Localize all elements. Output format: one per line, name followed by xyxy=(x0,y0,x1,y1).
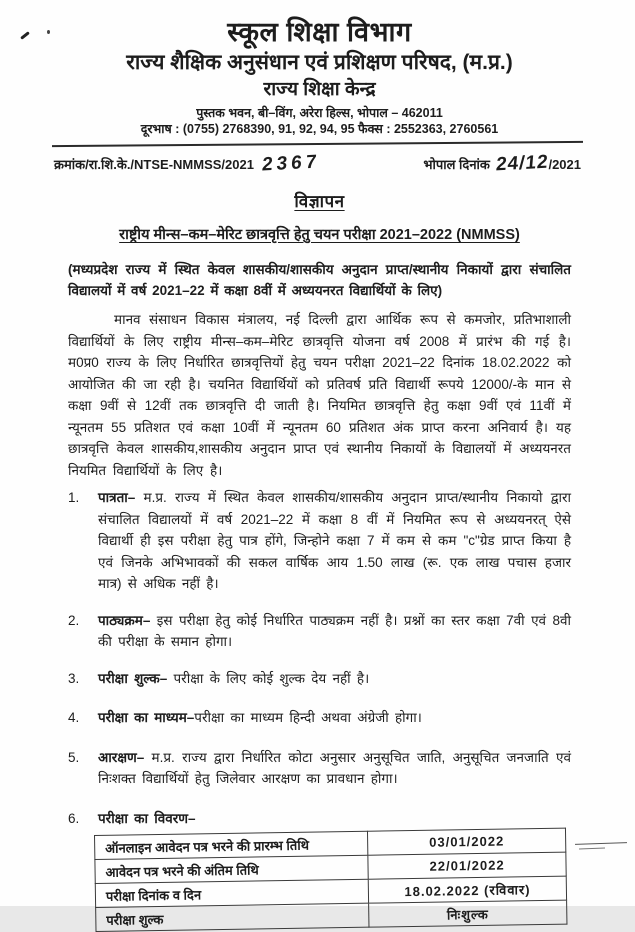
scan-artifact-dash xyxy=(575,842,627,845)
table-cell-value: 18.02.2022 (रविवार) xyxy=(368,876,566,903)
item-text xyxy=(98,707,571,729)
item-body-text: म.प्र. राज्य में स्थित केवल शासकीय/शासकीय अनुदान प्राप्त/स्थानीय निकायो द्वारा संचालित विद्यालयों में वर्ष 2021–22 में कक्षा 8 वीं में नियमित रूप से अध्ययनरत् ऐसे विद्यार्थी ही इस परीक्षा हेतु पात्र होंगे, जिन्होने कक्षा 7 में कम से कम "c"ग्रेड प्राप्त किया है एवं जिनके अभिभावकों की सकल वार्षिक आय 1.50 लाख (रू. एक लाख पचास हजार मात्र) से अधिक नहीं है। xyxy=(98,490,571,591)
table-cell-label: परीक्षा शुल्क xyxy=(96,903,370,931)
item-number: 3. xyxy=(68,670,80,686)
place-date-label: भोपाल दिनांक xyxy=(423,157,490,172)
department-title: स्कूल शिक्षा विभाग xyxy=(227,17,412,47)
list-item-eligibility xyxy=(68,487,571,595)
reference-number xyxy=(54,151,322,176)
item-text xyxy=(98,610,571,653)
reference-row xyxy=(54,151,581,176)
item-label: आरक्षण– xyxy=(98,749,145,765)
center-title: राज्य शिक्षा केन्द्र xyxy=(263,79,376,100)
list-item-exam-medium xyxy=(68,707,571,729)
item-number: 1. xyxy=(68,490,80,505)
eligibility-note: (मध्यप्रदेश राज्य में स्थित केवल शासकीय/शासकीय अनुदान प्राप्त/स्थानीय निकायों द्वारा संचालित विद्यालयों में वर्ष 2021–22 में कक्षा 8वीं में अध्ययनरत विद्यार्थियों के लिए) xyxy=(68,262,571,298)
item-text xyxy=(98,747,571,790)
numbered-list xyxy=(68,487,571,829)
list-item-syllabus xyxy=(68,610,571,653)
item-text xyxy=(98,487,571,595)
date-printed: /2021 xyxy=(548,157,581,172)
item-body-text: परीक्षा का माध्यम हिन्दी अथवा अंग्रेजी होगा। xyxy=(194,710,422,725)
table-cell-label: ऑनलाइन आवेदन पत्र भरने की प्रारम्भ तिथि xyxy=(95,831,369,859)
pen-dot-icon xyxy=(47,30,50,34)
place-date xyxy=(423,151,581,176)
address-line: पुस्तक भवन, बी–विंग, अरेरा हिल्स, भोपाल – 462011 xyxy=(196,106,443,120)
list-item-exam-details xyxy=(68,808,571,830)
item-label: पात्रता– xyxy=(98,490,136,505)
list-item-reservation xyxy=(68,747,571,790)
item-number: 4. xyxy=(68,710,80,725)
header-divider xyxy=(52,141,583,147)
document-subtitle: राष्ट्रीय मीन्स–कम–मेरिट छात्रवृत्ति हेतु चयन परीक्षा 2021–2022 (NMMSS) xyxy=(119,227,520,243)
scan-artifact-dash xyxy=(579,848,605,850)
item-body-text: परीक्षा के लिए कोई शुल्क देय नहीं है। xyxy=(167,670,370,686)
date-handwritten: 24/12 xyxy=(495,151,550,176)
item-label: परीक्षा का माध्यम– xyxy=(98,710,195,725)
list-item-exam-fee xyxy=(68,668,571,690)
item-number: 2. xyxy=(68,612,80,628)
item-body-text: म.प्र. राज्य द्वारा निर्धारित कोटा अनुसार अनुसूचित जाति, अनुसूचित जनजाति एवं निःशक्त विद्यार्थियों हेतु जिलेवार आरक्षण का प्रावधान होगा। xyxy=(98,749,571,786)
document-title: विज्ञापन xyxy=(294,192,345,211)
item-number: 6. xyxy=(68,810,80,826)
table-cell-label: परीक्षा दिनांक व दिन xyxy=(95,879,369,907)
council-title: राज्य शैक्षिक अनुसंधान एवं प्रशिक्षण परिषद, (म.प्र.) xyxy=(126,51,513,74)
item-label: पाठ्यक्रम– xyxy=(98,612,151,628)
item-label: परीक्षा का विवरण– xyxy=(98,810,196,826)
reference-prefix: क्रमांक/रा.शि.के./NTSE-NMMSS/2021 xyxy=(54,157,254,172)
table-cell-value: निःशुल्क xyxy=(369,900,567,927)
item-label: परीक्षा शुल्क– xyxy=(98,670,168,686)
item-text xyxy=(98,668,571,690)
item-body-text: इस परीक्षा हेतु कोई निर्धारित पाठ्यक्रम नहीं है। प्रश्नों का स्तर कक्षा 7वी एवं 8वी की परीक्षा के समान होगा। xyxy=(98,612,571,649)
table-cell-value: 22/01/2022 xyxy=(368,852,566,879)
table-cell-label: आवेदन पत्र भरने की अंतिम तिथि xyxy=(95,855,369,883)
letterhead xyxy=(68,16,571,137)
exam-details-table xyxy=(94,828,567,932)
item-number: 5. xyxy=(68,749,80,765)
table-cell-value: 03/01/2022 xyxy=(368,828,566,855)
phone-fax-line: दूरभाष : (0755) 2768390, 91, 92, 94, 95 फैक्स : 2552363, 2760561 xyxy=(140,122,499,136)
intro-paragraph: मानव संसाधन विकास मंत्रालय, नई दिल्ली द्वारा आर्थिक रूप से कमजोर, प्रतिभाशाली विद्यार्थियों के लिए राष्ट्रीय मीन्स–कम–मेरिट छात्रवृत्ति योजना वर्ष 2008 में प्रारंभ की गई है। म0प्र0 राज्य के लिए निर्धारित छात्रवृत्तियों हेतु चयन परीक्षा 2021–22 दिनांक 18.02.2022 को आयोजित की जा रही है। चयनित विद्यार्थियों को प्रतिवर्ष प्रति विद्यार्थी रूपये 12000/-के मान से कक्षा 9वीं से 12वीं तक छात्रवृत्ति दी जाती है। नियमित छात्रवृत्ति हेतु कक्षा 9वीं एवं 11वीं में न्यूनतम 55 प्रतिशत एवं कक्षा 10वीं में न्यूनतम 60 प्रतिशत अंक प्राप्त करना अनिवार्य है। यह छात्रवृत्ति केवल शासकीय,शासकीय अनुदान प्राप्त एवं स्थानीय निकायों के विद्यालयों में अध्ययनरत नियमित विद्यार्थियों के लिए है। xyxy=(68,312,571,478)
pen-mark-icon xyxy=(20,31,30,40)
item-text xyxy=(98,808,571,830)
reference-number-handwritten: 2367 xyxy=(261,151,322,176)
